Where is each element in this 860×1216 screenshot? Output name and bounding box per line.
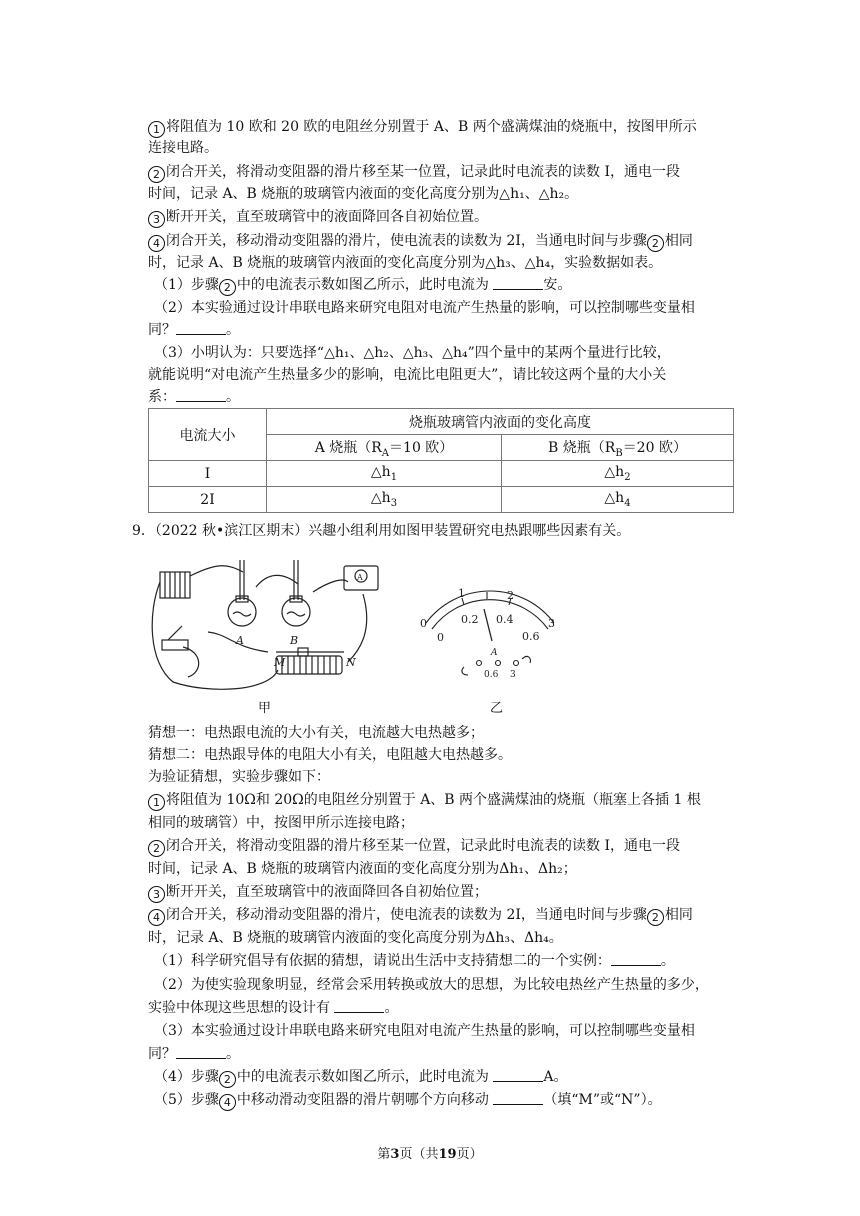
answer-blank xyxy=(611,953,661,966)
answer-blank xyxy=(176,322,226,335)
header-flask-b: B 烧瓶（$R_B=20$ 欧） xyxy=(502,435,734,461)
q9-step-1-line-b: 相同的玻璃管）中，按图甲所示连接电路； xyxy=(148,815,414,831)
svg-text:1: 1 xyxy=(458,587,465,600)
circled-number: 2 xyxy=(219,1071,236,1088)
rheostat-icon xyxy=(276,656,342,674)
figure-caption-jia: 甲 xyxy=(258,701,272,716)
circled-number: 3 xyxy=(148,211,165,228)
circled-number: 2 xyxy=(148,166,165,183)
header-height-change: 烧瓶玻璃管内液面的变化高度 xyxy=(267,409,734,435)
svg-text:2: 2 xyxy=(507,589,514,602)
svg-text:3: 3 xyxy=(510,670,516,680)
svg-text:B: B xyxy=(290,634,299,647)
data-table xyxy=(148,408,734,513)
svg-text:0: 0 xyxy=(437,631,444,644)
answer-blank xyxy=(176,389,226,402)
step-2-line-b: 时间，记录 A、B 烧瓶的玻璃管内液面的变化高度分别为△h₁、△h₂。 xyxy=(148,186,579,202)
circuit-diagram-jia xyxy=(148,552,380,692)
svg-text:0.4: 0.4 xyxy=(496,613,514,626)
step-2-line-a: 2 闭合开关，将滑动变阻器的滑片移至某一位置，记录此时电流表的读数 I，通电一段 xyxy=(148,163,680,183)
step-4-line-a: 4 闭合开关，移动滑动变阻器的滑片，使电流表的读数为 2I，当通电时间与步骤 2 相同 xyxy=(148,232,693,252)
question-9-header: 9．（2022 秋•滨江区期末）兴趣小组利用如图甲装置研究电热跟哪些因素有关。 xyxy=(132,523,631,539)
q9-question-3-line-b: 同？ 。 xyxy=(148,1046,240,1062)
circled-number: 2 xyxy=(647,909,664,926)
q9-question-3-line-a: （3）本实验通过设计串联电路来研究电阻对电流产生热量的影响，可以控制哪些变量相 xyxy=(154,1023,695,1039)
question-1: （1）步骤 2 中的电流表示数如图乙所示，此时电流为 安。 xyxy=(154,277,572,294)
svg-text:A: A xyxy=(236,634,244,647)
svg-text:3: 3 xyxy=(548,617,555,630)
q9-question-4: （4）步骤 2 中的电流表示数如图乙所示，此时电流为 A。 xyxy=(154,1069,568,1086)
answer-blank xyxy=(493,1092,543,1105)
answer-blank xyxy=(493,1069,543,1082)
header-flask-a: A 烧瓶（$R_A=10$ 欧） xyxy=(267,435,502,461)
table-row xyxy=(149,487,734,513)
circled-number: 2 xyxy=(219,279,236,296)
question-2-line-a: （2）本实验通过设计串联电路来研究电阻对电流产生热量的影响，可以控制哪些变量相 xyxy=(154,300,695,316)
q9-question-5: （5）步骤 4 中移动滑动变阻器的滑片朝哪个方向移动 （填“M”或“N”）。 xyxy=(154,1092,662,1109)
q9-question-2-line-b: 实验中体现这些思想的设计有 。 xyxy=(148,1000,399,1016)
table-row xyxy=(149,461,734,487)
circled-number: 4 xyxy=(148,909,165,926)
svg-text:A: A xyxy=(491,648,498,658)
page-total: 19 xyxy=(438,1147,457,1162)
page-footer: 第3页（共19页） xyxy=(377,1147,483,1162)
step-1-line-a: 1 将阻值为 10 欧和 20 欧的电阻丝分别置于 A、B 两个盛满煤油的烧瓶中，按图甲所示 xyxy=(148,118,697,138)
circled-number: 2 xyxy=(148,840,165,857)
ammeter-dial-yi xyxy=(412,585,572,685)
step-4-line-b: 时，记录 A、B 烧瓶的玻璃管内液面的变化高度分别为△h₃、△h₄，实验数据如表。 xyxy=(148,255,663,271)
answer-blank xyxy=(334,1000,384,1013)
circled-number: 4 xyxy=(219,1094,236,1111)
circled-number: 1 xyxy=(148,794,165,811)
q9-step-4-line-a: 4 闭合开关，移动滑动变阻器的滑片，使电流表的读数为 2I，当通电时间与步骤 2 相同 xyxy=(148,906,693,926)
question-2-line-b: 同？ 。 xyxy=(148,322,240,338)
q9-question-2-line-a: （2）为使实验现象明显，经常会采用转换或放大的思想，为比较电热丝产生热量的多少， xyxy=(154,977,709,993)
cell-flask-a: $\triangle h_1$ xyxy=(267,461,502,487)
circled-number: 4 xyxy=(148,235,165,252)
circled-number: 3 xyxy=(148,886,165,903)
answer-blank xyxy=(493,277,543,290)
page-number: 3 xyxy=(390,1147,400,1162)
q9-step-2-line-b: 时间，记录 A、B 烧瓶的玻璃管内液面的变化高度分别为Δh₁、Δh₂； xyxy=(148,861,577,877)
verify-intro: 为验证猜想，实验步骤如下： xyxy=(148,769,330,785)
svg-text:0.6: 0.6 xyxy=(522,630,540,643)
svg-text:0.6: 0.6 xyxy=(484,670,499,680)
q9-step-3: 3 断开开关，直至玻璃管中的液面降回各自初始位置； xyxy=(148,883,488,903)
question-3-line-a: （3）小明认为：只要选择“△h₁、△h₂、△h₃、△h₄”四个量中的某两个量进行比较， xyxy=(154,345,671,361)
cell-flask-b: $\triangle h_4$ xyxy=(502,487,734,513)
svg-text:M: M xyxy=(274,656,286,669)
guess-1: 猜想一：电热跟电流的大小有关，电流越大电热越多； xyxy=(148,725,484,741)
svg-text:N: N xyxy=(346,656,356,669)
header-current: 电流大小 xyxy=(149,409,267,461)
cell-current: 2I xyxy=(149,487,267,513)
circled-number: 2 xyxy=(647,235,664,252)
svg-text:0: 0 xyxy=(420,617,427,630)
step-3-line: 3 断开开关，直至玻璃管中的液面降回各自初始位置。 xyxy=(148,208,488,228)
circled-number: 1 xyxy=(148,121,165,138)
q9-step-2-line-a: 2 闭合开关，将滑动变阻器的滑片移至某一位置，记录此时电流表的读数 I，通电一段 xyxy=(148,837,680,857)
cell-flask-a: $\triangle h_3$ xyxy=(267,487,502,513)
svg-text:A: A xyxy=(357,573,363,582)
question-3-line-b: 就能说明“对电流产生热量多少的影响，电流比电阻更大”，请比较这两个量的大小关 xyxy=(148,367,667,383)
cell-current: I xyxy=(149,461,267,487)
question-3-line-c: 系： 。 xyxy=(148,389,240,405)
q9-step-1-line-a: 1 将阻值为 10Ω和 20Ω的电阻丝分别置于 A、B 两个盛满煤油的烧瓶（瓶塞上各插 1 根 xyxy=(148,791,701,811)
svg-text:0.2: 0.2 xyxy=(461,613,479,626)
answer-blank xyxy=(176,1046,226,1059)
cell-flask-b: $\triangle h_2$ xyxy=(502,461,734,487)
q9-question-1: （1）科学研究倡导有依据的猜想，请说出生活中支持猜想二的一个实例： 。 xyxy=(154,953,675,969)
step-1-line-b: 连接电路。 xyxy=(148,140,218,156)
q9-step-4-line-b: 时，记录 A、B 烧瓶的玻璃管内液面的变化高度分别为Δh₃、Δh₄。 xyxy=(148,930,563,946)
figure-caption-yi: 乙 xyxy=(490,701,504,716)
guess-2: 猜想二：电热跟导体的电阻大小有关，电阻越大电热越多。 xyxy=(148,747,512,763)
